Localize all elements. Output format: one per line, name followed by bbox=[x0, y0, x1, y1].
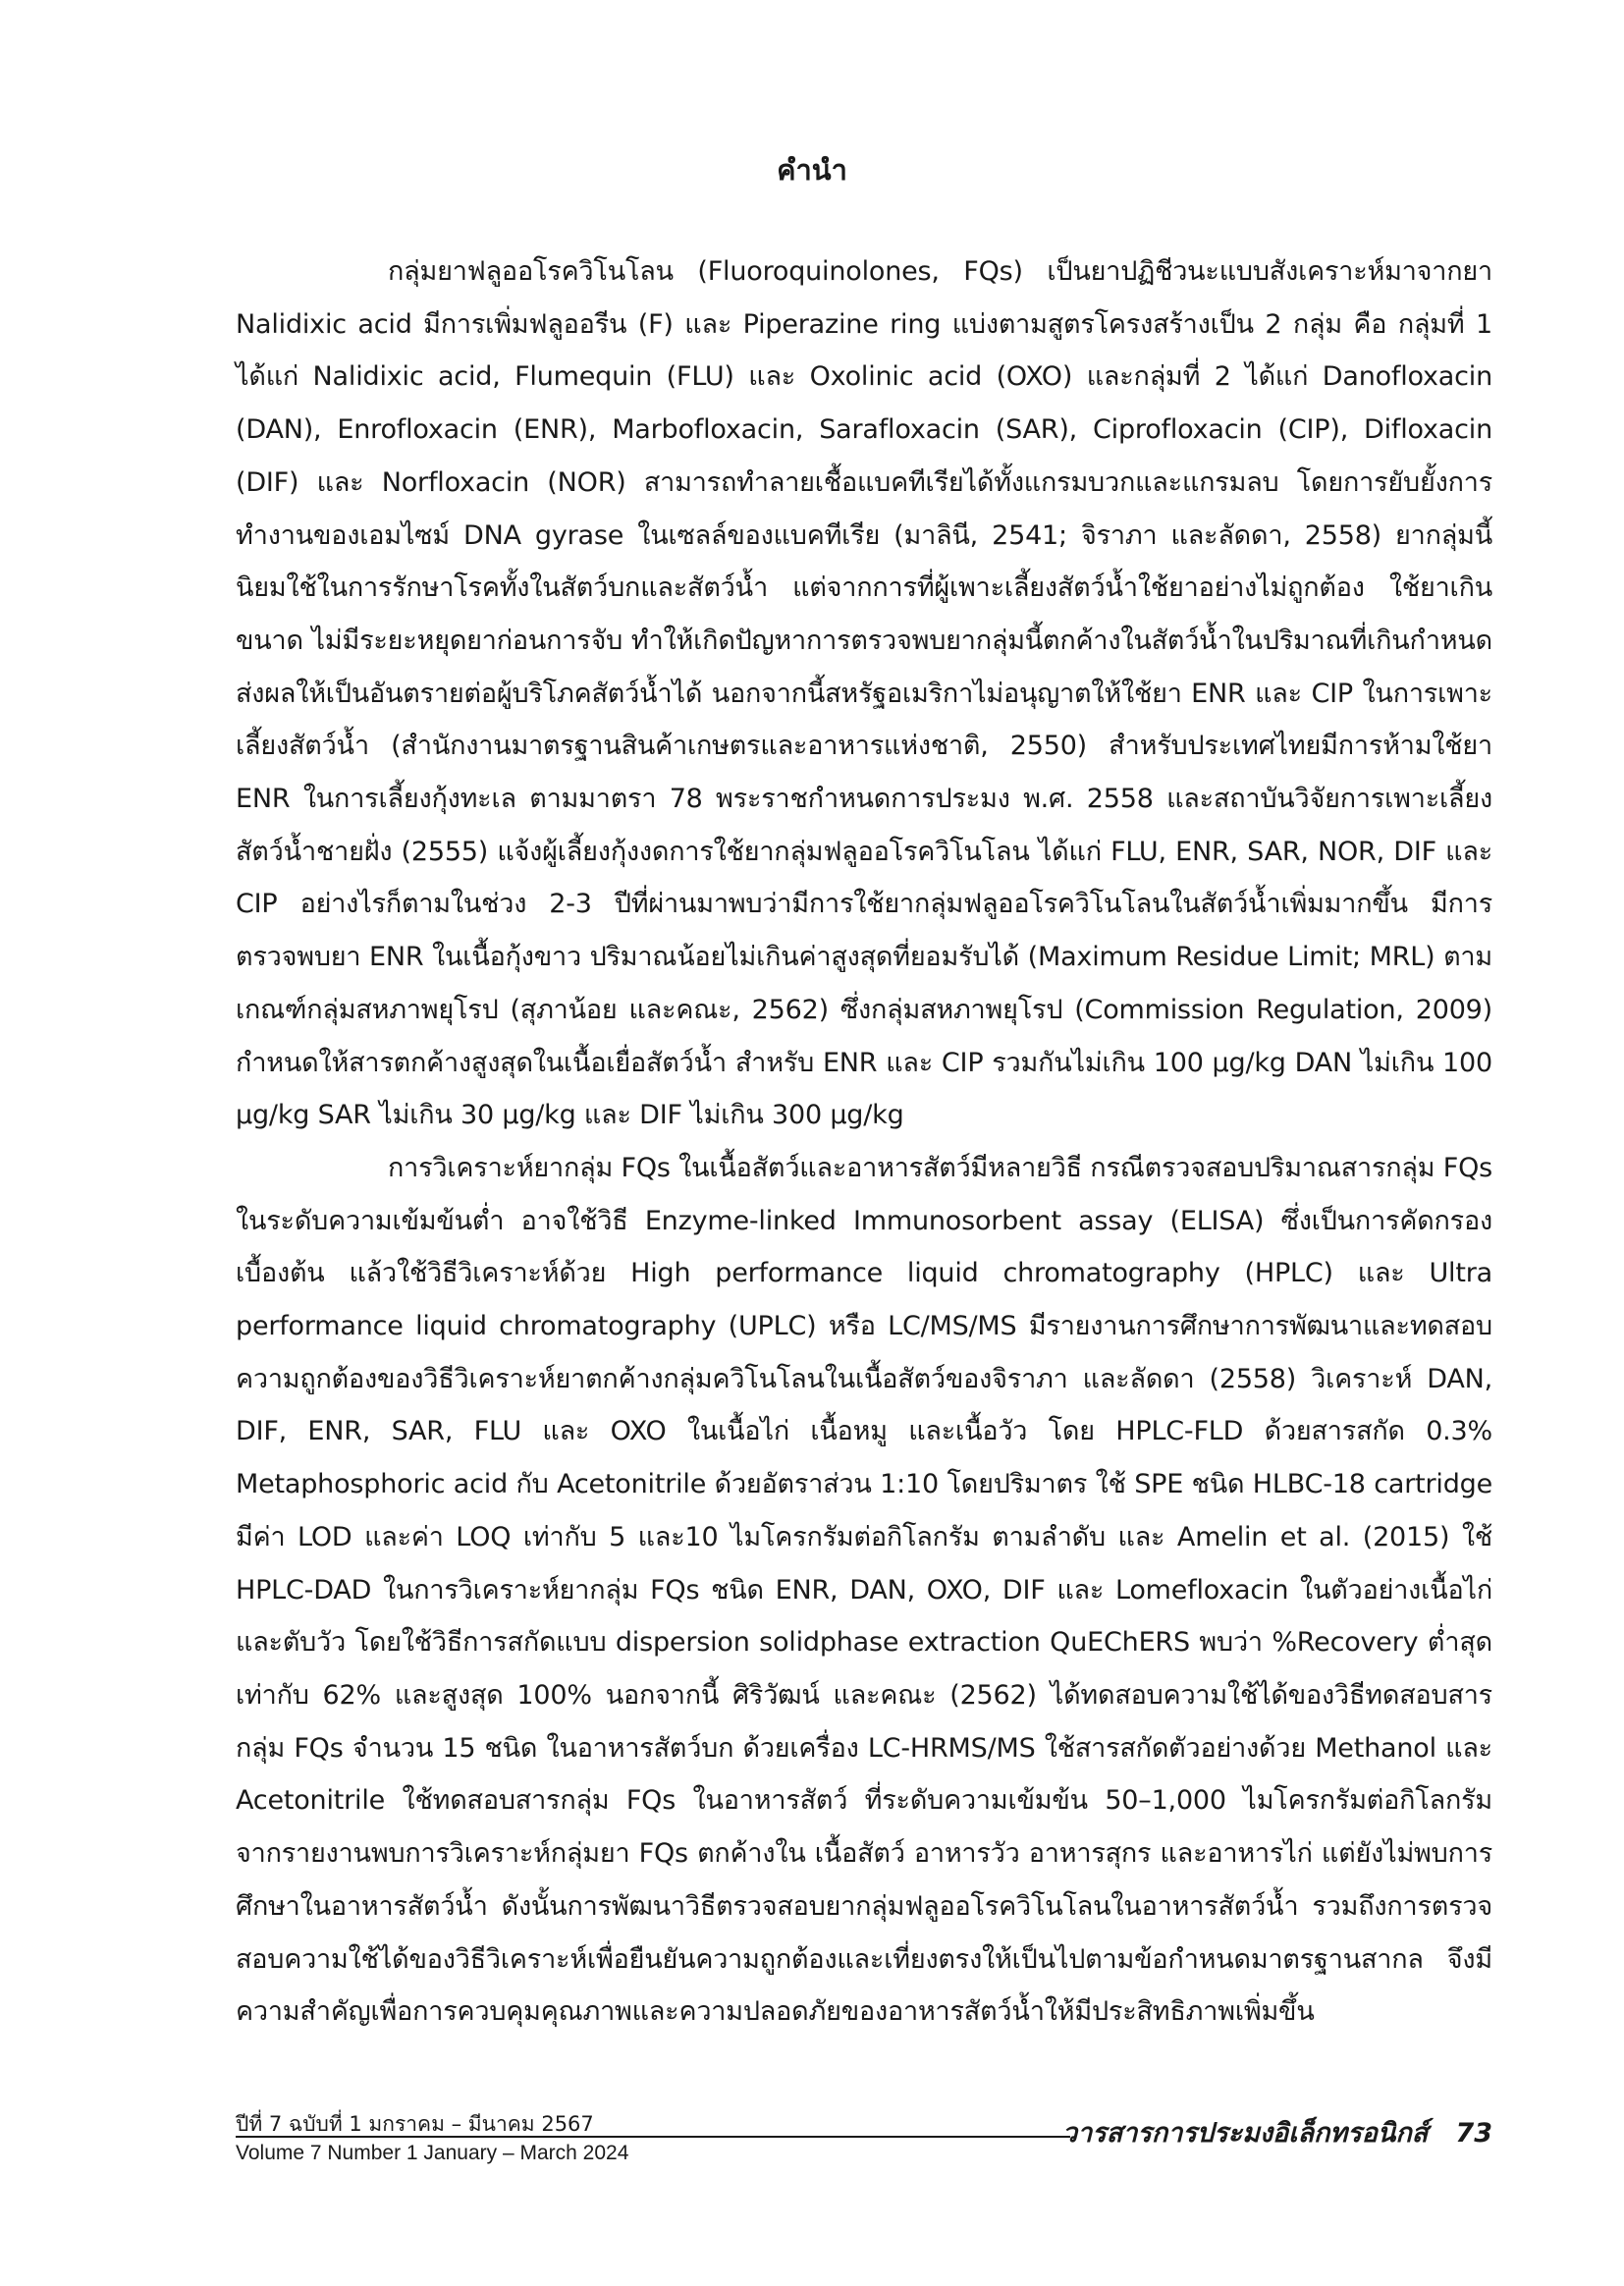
body-text bbox=[236, 245, 1492, 2039]
page-number: 73 bbox=[1455, 2118, 1492, 2149]
journal-name: วารสารการประมงอิเล็กทรอนิกส์ bbox=[1061, 2118, 1429, 2149]
footer-issue bbox=[236, 2109, 628, 2168]
footer-issue-thai: ปีที่ 7 ฉบับที่ 1 มกราคม – มีนาคม 2567 bbox=[236, 2112, 594, 2136]
footer-issue-english: Volume 7 Number 1 January – March 2024 bbox=[236, 2142, 629, 2164]
paragraph-2: การวิเคราะห์ยากลุ่ม FQs ในเนื้อสัตว์และอาหารสัตว์มีหลายวิธี กรณีตรวจสอบปริมาณสารกลุ่ม FQs ในระดับความเข้มข้นต่ำ อาจใช้วิธี Enzyme-linked Immunosorbent assay (ELISA) ซึ่งเป็นการคัดกรองเบื้องต้น แล้วใช้วิธีวิเคราะห์ด้วย High performance liquid chromatography (HPLC) และ Ultra performance liquid chromatography (UPLC) หรือ LC/MS/MS มีรายงานการศึกษาการพัฒนาและทดสอบความถูกต้องของวิธีวิเคราะห์ยาตกค้างกลุ่มควิโนโลนในเนื้อสัตว์ของจิราภา และลัดดา (2558) วิเคราะห์ DAN, DIF, ENR, SAR, FLU และ OXO ในเนื้อไก่ เนื้อหมู และเนื้อวัว โดย HPLC-FLD ด้วยสารสกัด 0.3% Metaphosphoric acid กับ Acetonitrile ด้วยอัตราส่วน 1:10 โดยปริมาตร ใช้ SPE ชนิด HLBC-18 cartridge มีค่า LOD และค่า LOQ เท่ากับ 5 และ10 ไมโครกรัมต่อกิโลกรัม ตามลำดับ และ Amelin et al. (2015) ใช้ HPLC-DAD ในการวิเคราะห์ยากลุ่ม FQs ชนิด ENR, DAN, OXO, DIF และ Lomefloxacin ในตัวอย่างเนื้อไก่และตับวัว โดยใช้วิธีการสกัดแบบ dispersion solidphase extraction QuEChERS พบว่า %Recovery ต่ำสุดเท่ากับ 62% และสูงสุด 100% นอกจากนี้ ศิริวัฒน์ และคณะ (2562) ได้ทดสอบความใช้ได้ของวิธีทดสอบสารกลุ่ม FQs จำนวน 15 ชนิด ในอาหารสัตว์บก ด้วยเครื่อง LC-HRMS/MS ใช้สารสกัดตัวอย่างด้วย Methanol และ Acetonitrile ใช้ทดสอบสารกลุ่ม FQs ในอาหารสัตว์ ที่ระดับความเข้มข้น 50–1,000 ไมโครกรัมต่อกิโลกรัม จากรายงานพบการวิเคราะห์กลุ่มยา FQs ตกค้างใน เนื้อสัตว์ อาหารวัว อาหารสุกร และอาหารไก่ แต่ยังไม่พบการศึกษาในอาหารสัตว์น้ำ ดังนั้นการพัฒนาวิธีตรวจสอบยากลุ่มฟลูออโรควิโนโลนในอาหารสัตว์น้ำ รวมถึงการตรวจสอบความใช้ได้ของวิธีวิเคราะห์เพื่อยืนยันความถูกต้องและเที่ยงตรงให้เป็นไปตามข้อกำหนดมาตรฐานสากล จึงมีความสำคัญเพื่อการควบคุมคุณภาพและความปลอดภัยของอาหารสัตว์น้ำให้มีประสิทธิภาพเพิ่มขึ้น bbox=[236, 1152, 1492, 2028]
section-title: คำนำ bbox=[777, 153, 847, 187]
paragraph-1: กลุ่มยาฟลูออโรควิโนโลน (Fluoroquinolones, FQs) เป็นยาปฏิชีวนะแบบสังเคราะห์มาจากยา Nalidixic acid มีการเพิ่มฟลูออรีน (F) และ Piperazine ring แบ่งตามสูตรโครงสร้างเป็น 2 กลุ่ม คือ กลุ่มที่ 1 ได้แก่ Nalidixic acid, Flumequin (FLU) และ Oxolinic acid (OXO) และกลุ่มที่ 2 ได้แก่ Danofloxacin (DAN), Enrofloxacin (ENR), Marbofloxacin, Sarafloxacin (SAR), Ciprofloxacin (CIP), Difloxacin (DIF) และ Norfloxacin (NOR) สามารถทำลายเชื้อแบคทีเรียได้ทั้งแกรมบวกและแกรมลบ โดยการยับยั้งการทำงานของเอมไซม์ DNA gyrase ในเซลล์ของแบคทีเรีย (มาลินี, 2541; จิราภา และลัดดา, 2558) ยากลุ่มนี้นิยมใช้ในการรักษาโรคทั้งในสัตว์บกและสัตว์น้ำ แต่จากการที่ผู้เพาะเลี้ยงสัตว์น้ำใช้ยาอย่างไม่ถูกต้อง ใช้ยาเกินขนาด ไม่มีระยะหยุดยาก่อนการจับ ทำให้เกิดปัญหาการตรวจพบยากลุ่มนี้ตกค้างในสัตว์น้ำในปริมาณที่เกินกำหนด ส่งผลให้เป็นอันตรายต่อผู้บริโภคสัตว์น้ำได้ นอกจากนี้สหรัฐอเมริกาไม่อนุญาตให้ใช้ยา ENR และ CIP ในการเพาะเลี้ยงสัตว์น้ำ (สำนักงานมาตรฐานสินค้าเกษตรและอาหารแห่งชาติ, 2550) สำหรับประเทศไทยมีการห้ามใช้ยา ENR ในการเลี้ยงกุ้งทะเล ตามมาตรา 78 พระราชกำหนดการประมง พ.ศ. 2558 และสถาบันวิจัยการเพาะเลี้ยงสัตว์น้ำชายฝั่ง (2555) แจ้งผู้เลี้ยงกุ้งงดการใช้ยากลุ่มฟลูออโรควิโนโลน ได้แก่ FLU, ENR, SAR, NOR, DIF และ CIP อย่างไรก็ตามในช่วง 2-3 ปีที่ผ่านมาพบว่ามีการใช้ยากลุ่มฟลูออโรควิโนโลนในสัตว์น้ำเพิ่มมากขึ้น มีการตรวจพบยา ENR ในเนื้อกุ้งขาว ปริมาณน้อยไม่เกินค่าสูงสุดที่ยอมรับได้ (Maximum Residue Limit; MRL) ตามเกณฑ์กลุ่มสหภาพยุโรป (สุภาน้อย และคณะ, 2562) ซึ่งกลุ่มสหภาพยุโรป (Commission Regulation, 2009) กำหนดให้สารตกค้างสูงสุดในเนื้อเยื่อสัตว์น้ำ สำหรับ ENR และ CIP รวมกันไม่เกิน 100 µg/kg DAN ไม่เกิน 100 µg/kg SAR ไม่เกิน 30 µg/kg และ DIF ไม่เกิน 300 µg/kg bbox=[236, 256, 1492, 1131]
footer-journal bbox=[1062, 2111, 1492, 2153]
footer-divider bbox=[236, 2136, 1070, 2138]
